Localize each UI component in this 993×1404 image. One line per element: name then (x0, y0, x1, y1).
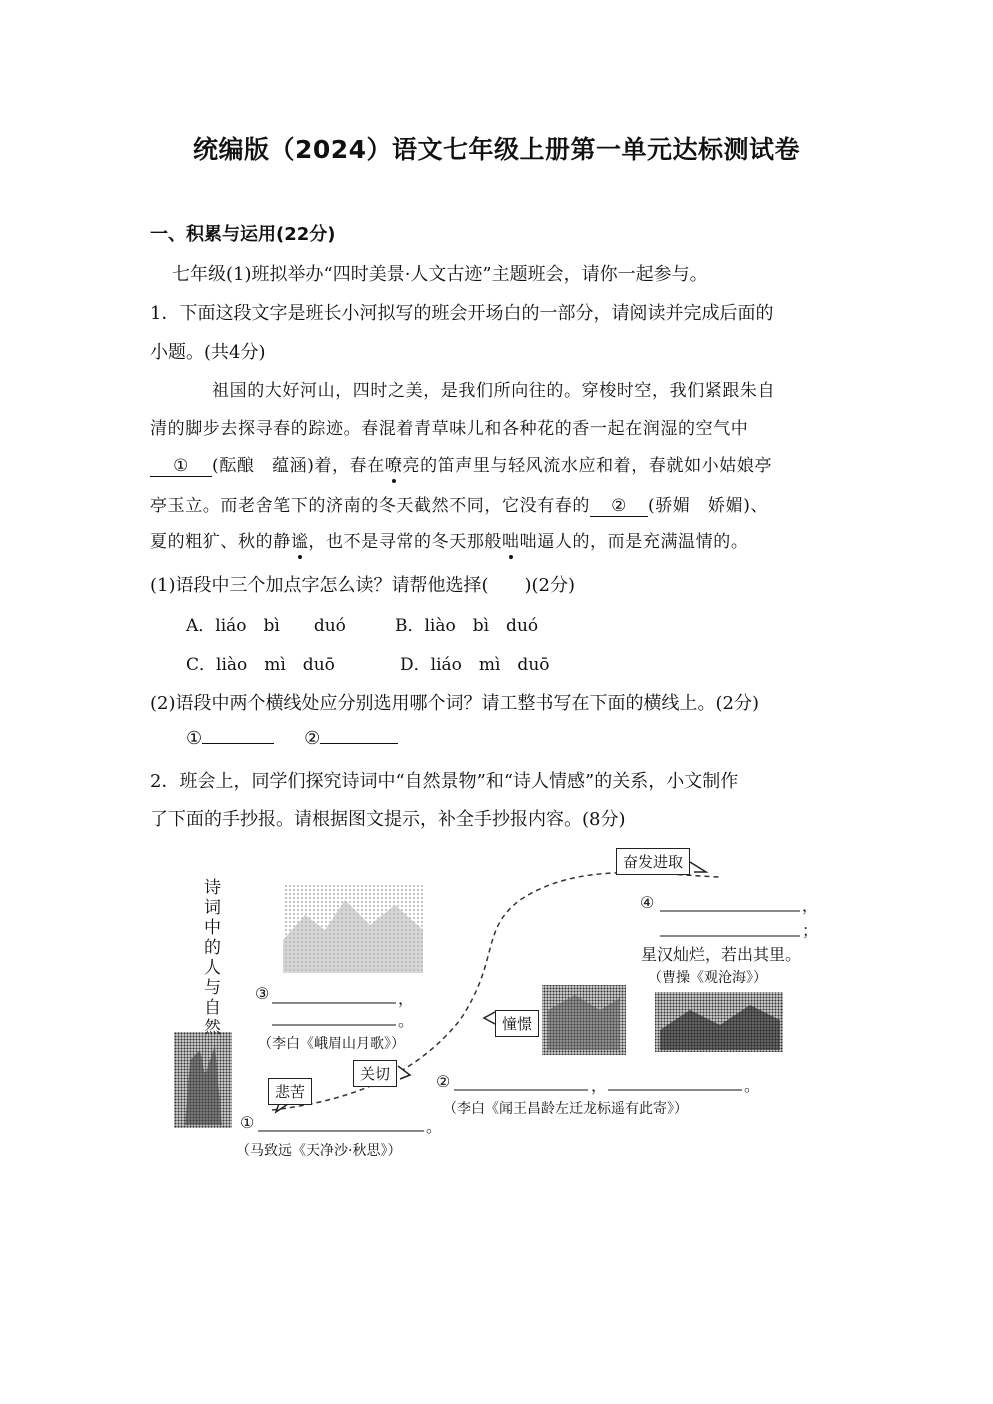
item3-source: （李白《峨眉山月歌》） (258, 1036, 405, 1052)
q2-stem-line2: 了下面的手抄报。请根据图文提示，补全手抄报内容。(8分) (150, 809, 626, 830)
passage-line3: ① (酝酿 蕴涵)着，春在嘹亮的笛声里与轻风流水应和着，春就如小姑娘亭 (150, 451, 772, 477)
river-picture (542, 985, 626, 1055)
dotted-char-3: 咄 (502, 532, 520, 552)
passage-line4: 亭玉立。而老舍笔下的济南的冬天截然不同，它没有春的 ② (骄媚 娇媚)、 (150, 496, 769, 516)
section-heading: 一、积累与运用(22分) (150, 224, 336, 245)
item4-comma: ， (802, 896, 819, 915)
tag-fenfa: 奋发进取 (616, 848, 690, 875)
option-b[interactable]: B．liào bì duó (395, 616, 539, 636)
page-title: 统编版（2024）语文七年级上册第一单元达标测试卷 (192, 135, 801, 164)
mountain-picture (283, 885, 423, 973)
q2-stem-line1: 2．班会上，同学们探究诗词中“自然景物”和“诗人情感”的关系，小文制作 (150, 771, 739, 792)
item4-source: （曹操《观沧海》） (648, 970, 767, 986)
tag-beiku: 悲苦 (268, 1078, 312, 1105)
item3-period: 。 (398, 1011, 415, 1030)
q1-sub1: (1)语段中三个加点字怎么读？请帮他选择( )(2分) (150, 575, 576, 596)
tag-guanqie: 关切 (353, 1060, 397, 1087)
item4-semicolon: ； (802, 921, 819, 940)
answer-lines: ① ② (186, 728, 398, 749)
passage-line1: 祖国的大好河山，四时之美，是我们所向往的。穿梭时空，我们紧跟朱自 (212, 381, 776, 401)
item4-number: ④ (640, 893, 655, 912)
intro-text: 七年级(1)班拟举办“四时美景·人文古迹”主题班会，请你一起参与。 (172, 264, 708, 285)
item4-line3: 星汉灿烂，若出其里。 (641, 945, 802, 964)
q1-sub2: (2)语段中两个横线处应分别选用哪个词？请工整书写在下面的横线上。(2分) (150, 693, 759, 714)
item2-number: ② (436, 1072, 451, 1091)
option-d[interactable]: D．liáo mì duō (400, 655, 550, 675)
item1-period: 。 (426, 1117, 443, 1136)
passage-blank-2[interactable]: ② (590, 496, 648, 517)
passage-line5: 夏的粗犷、秋的静谧，也不是寻常的冬天那般咄咄逼人的，而是充满温情的。 (150, 532, 749, 552)
passage-line2: 清的脚步去探寻春的踪迹。春混着青草味儿和各种花的香一起在润湿的空气中 (150, 419, 749, 439)
dotted-char-1: 嘹 (384, 456, 403, 476)
option-c[interactable]: C．liào mì duō (186, 655, 335, 675)
item3-comma: ， (398, 989, 415, 1008)
option-a[interactable]: A．liáo bì duó (186, 616, 346, 636)
item2-source: （李白《闻王昌龄左迁龙标遥有此寄》） (443, 1101, 688, 1117)
sea-picture (655, 992, 783, 1052)
autumn-picture (174, 1032, 232, 1128)
dotted-char-2: 谧 (290, 532, 309, 552)
item2-comma: ， (591, 1076, 608, 1095)
passage-blank-1[interactable]: ① (150, 456, 212, 477)
q1-stem-line2: 小题。(共4分) (150, 342, 266, 363)
item2-period: 。 (744, 1076, 761, 1095)
item1-number: ① (240, 1113, 255, 1132)
item1-source: （马致远《天净沙·秋思》） (236, 1143, 402, 1159)
item3-number: ③ (255, 984, 270, 1003)
poster-vertical-title: 诗词中的人与自然 (204, 878, 221, 1038)
q1-stem-line1: 1．下面这段文字是班长小河拟写的班会开场白的一部分，请阅读并完成后面的 (150, 303, 774, 324)
tag-chongjing: 憧憬 (495, 1010, 539, 1037)
